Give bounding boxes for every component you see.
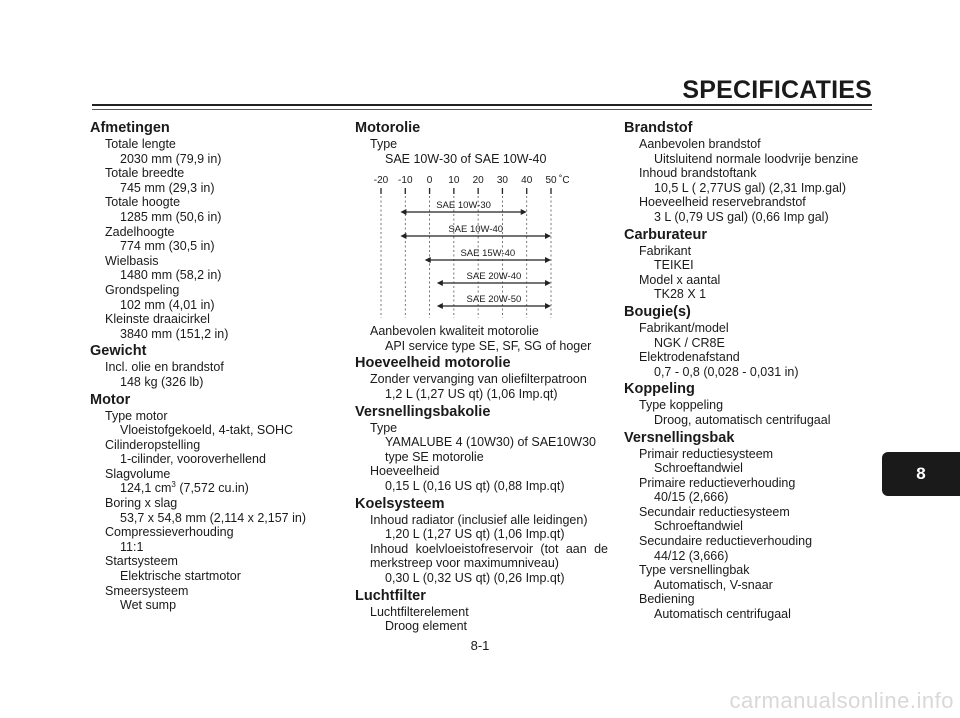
arrow-right [545,257,551,263]
spec-label: Aanbevolen brandstof [639,137,761,151]
spec-value: Wet sump [120,598,177,613]
spec-label: Primaire reductieverhouding [639,475,796,490]
spec-label: Smeersysteem [105,583,189,598]
section-heading: Carburateur [624,226,707,243]
spec-label: Grondspeling [105,282,180,297]
spec-value: 1-cilinder, vooroverhellend [120,452,266,467]
spec-value [90,481,325,496]
arrow-left [437,303,443,309]
oil-viscosity-chart-svg [367,172,570,320]
spec-value: 11:1 [120,539,144,554]
series-label: SAE 10W-40 [448,224,504,236]
series-label: SAE 20W-40 [466,271,522,283]
spec-label: Wielbasis [105,253,159,268]
spec-value: 774 mm (30,5 in) [120,239,215,254]
spec-label: Inhoud radiator (inclusief alle leidingen) [370,512,588,527]
spec-value: 0,30 L (0,32 US qt) (0,26 Imp.qt) [385,570,565,585]
spec-value: 1480 mm (58,2 in) [120,268,222,283]
tick-label: 10 [448,175,460,187]
spec-label: Kleinste draaicirkel [105,312,210,327]
spec-label: Hoeveelheid reservebrandstof [639,195,806,210]
spec-value: 1,2 L (1,27 US qt) (1,06 Imp.qt) [385,386,558,401]
spec-value: Automatisch, V-snaar [654,577,773,592]
spec-value: 745 mm (29,3 in) [120,180,215,195]
series-label: SAE 15W-40 [460,248,516,260]
spec-label: Totale hoogte [105,195,181,210]
spec-value: 3 L (0,79 US gal) (0,66 Imp gal) [654,209,829,224]
arrow-right [545,233,551,239]
tick-label: 20 [472,175,484,187]
arrow-left [425,257,431,263]
spec-label: Fabrikant [639,243,692,258]
spec-label: Type [370,420,398,435]
spec-value: NGK / CR8E [654,335,725,350]
section-heading: Hoeveelheid motorolie [355,355,511,372]
page-number: 8-1 [470,638,490,653]
spec-value: 44/12 (3,666) [654,548,729,563]
tick-label: 40 [521,175,533,187]
spec-value: 1285 mm (50,6 in) [120,209,222,224]
section-heading: Versnellingsbakolie [355,403,491,420]
arrow-left [437,280,443,286]
arrow-right [545,280,551,286]
displacement-imperial: (7,572 cu.in) [175,481,249,496]
spec-value: Uitsluitend normale loodvrije benzine [654,151,859,166]
spec-value: 1,20 L (1,27 US qt) (1,06 Imp.qt) [385,527,565,542]
spec-label: Cilinderopstelling [105,437,201,452]
column-right [624,118,874,622]
spec-value: 0,15 L (0,16 US qt) (0,88 Imp.qt) [385,478,565,493]
spec-label: Type motor [105,408,168,423]
spec-label: Startsysteem [105,554,178,569]
spec-label: Model x aantal [639,272,721,287]
spec-label: Totale lengte [105,137,176,151]
spec-label: Totale breedte [105,166,185,181]
section-heading: Afmetingen [90,120,170,136]
arrow-left [400,209,406,215]
spec-value: type SE motorolie [385,449,484,464]
spec-label: Slagvolume [105,466,171,481]
spec-label: Inhoud koelvloeistofreservoir (tot aan de merkstreep voor maximumniveau) [370,541,608,571]
spec-value: Elektrische startmotor [120,569,241,584]
section-heading: Motor [90,391,131,408]
spec-label: Hoeveelheid [370,464,440,479]
page-title: SPECIFICATIES [682,76,872,104]
tick-label: 30 [496,175,508,187]
series-label: SAE 20W-50 [466,294,522,306]
spec-label: Bediening [639,592,695,607]
tick-label: 0 [426,175,433,187]
spec-value: 10,5 L ( 2,77US gal) (2,31 Imp.gal) [654,180,846,195]
spec-label: Secundair reductiesysteem [639,504,790,519]
title-rule [92,104,872,106]
spec-label: Luchtfilterelement [370,604,469,619]
section-heading: Bougie(s) [624,303,691,320]
tick-label: -20 [373,175,389,187]
section-heading: Koelsysteem [355,495,445,512]
spec-label: Type koppeling [639,398,724,413]
spec-label: Compressieverhouding [105,525,234,540]
column-left [90,118,325,613]
displacement-value: 124,1 cm [120,481,172,496]
spec-label: Type [370,137,398,151]
spec-value: Automatisch centrifugaal [654,607,791,622]
tick-label: -10 [398,175,413,187]
watermark: carmanualsonline.info [729,688,954,713]
section-heading: Brandstof [624,120,693,136]
spec-value: Droog element [385,619,467,634]
spec-label: Incl. olie en brandstof [105,360,224,375]
spec-value: 0,7 - 0,8 (0,028 - 0,031 in) [654,364,799,379]
oil-viscosity-chart [367,172,570,320]
section-heading: Gewicht [90,343,147,360]
spec-label: Zadelhoogte [105,224,175,239]
superscript: 3 [171,480,176,490]
spec-label: Type versnellingbak [639,563,750,578]
spec-label: Primair reductiesysteem [639,446,774,461]
spec-value: 148 kg (326 lb) [120,374,204,389]
spec-value: Schroeftandwiel [654,461,743,476]
chapter-tab[interactable]: 8 [882,452,960,496]
spec-label: Inhoud brandstoftank [639,166,757,181]
spec-value: TEIKEI [654,258,694,273]
arrow-left [400,233,406,239]
spec-value: TK28 X 1 [654,287,707,302]
spec-value: SAE 10W-30 of SAE 10W-40 [385,151,547,166]
spec-value: Schroeftandwiel [654,519,743,534]
arrow-right [521,209,527,215]
spec-value: 3840 mm (151,2 in) [120,326,229,341]
section-heading: Koppeling [624,381,695,398]
section-heading: Luchtfilter [355,587,426,604]
spec-label: Boring x slag [105,496,178,511]
spec-value: 53,7 x 54,8 mm (2,114 x 2,157 in) [120,510,306,525]
spec-label: Aanbevolen kwaliteit motorolie [370,324,539,339]
spec-value: YAMALUBE 4 (10W30) of SAE10W30 [385,435,596,450]
spec-label: Secundaire reductieverhouding [639,534,813,549]
spec-label: Fabrikant/model [639,320,729,335]
series-label: SAE 10W-30 [436,200,491,212]
section-heading: Motorolie [355,120,421,136]
spec-value: 2030 mm (79,9 in) [120,151,222,166]
column-middle [355,118,610,634]
unit-label: ˚C [559,175,570,187]
spec-value: Vloeistofgekoeld, 4-takt, SOHC [120,423,293,438]
spec-value: Droog, automatisch centrifugaal [654,412,831,427]
tick-label: 50 [545,175,557,187]
title-rule-thin [92,109,872,110]
spec-value: 40/15 (2,666) [654,490,729,505]
spec-value: 102 mm (4,01 in) [120,297,215,312]
spec-label: Zonder vervanging van oliefilterpatroon [370,372,587,387]
section-heading: Versnellingsbak [624,429,735,446]
spec-label: Elektrodenafstand [639,350,740,365]
spec-value: API service type SE, SF, SG of hoger [385,338,592,353]
arrow-right [545,303,551,309]
